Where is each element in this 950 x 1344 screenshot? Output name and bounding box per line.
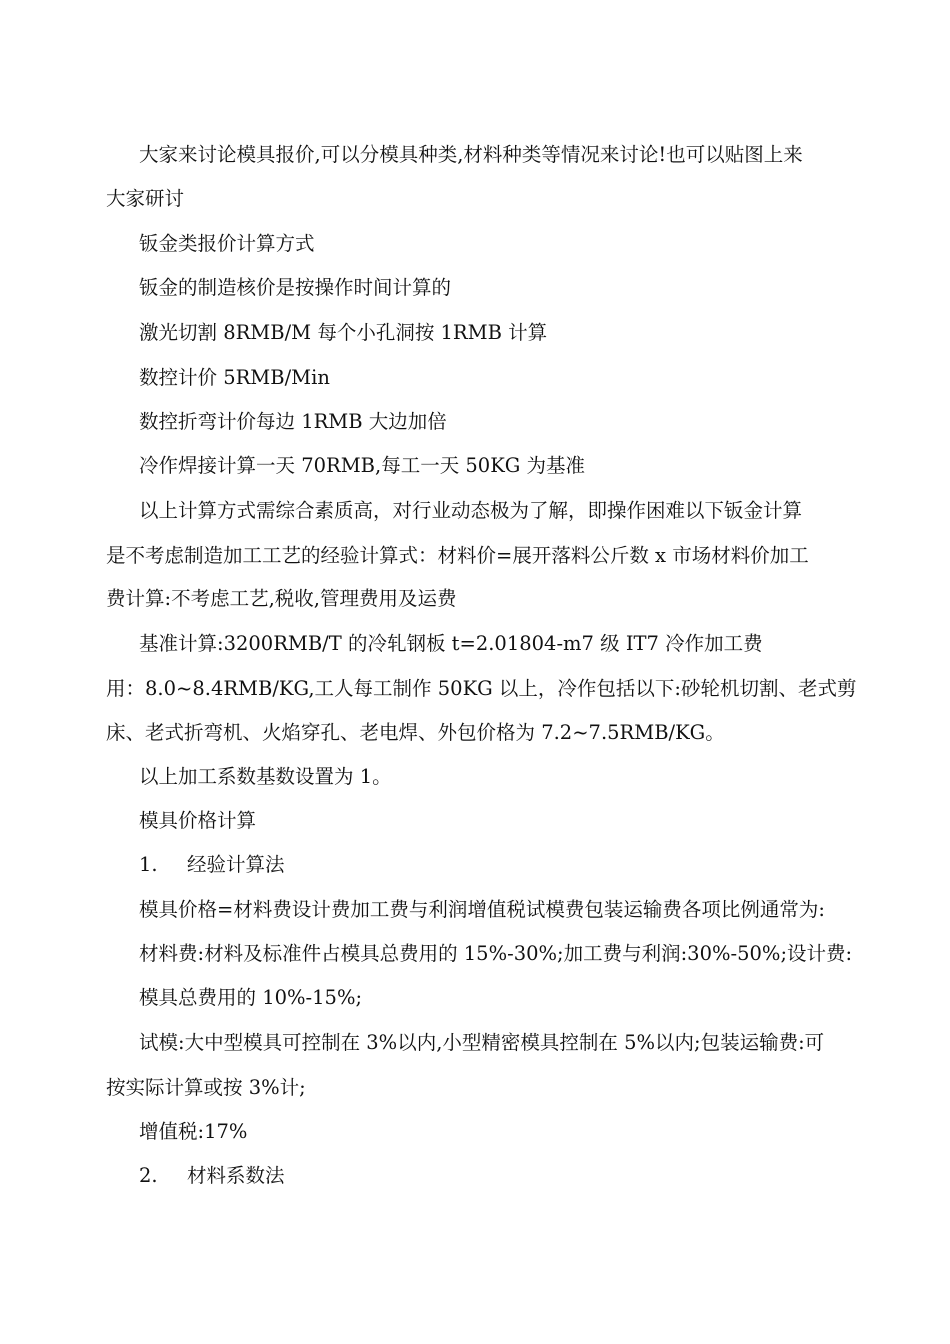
list-number: 2.	[139, 1164, 158, 1187]
paragraph-line: 试模:大中型模具可控制在 3%以内,小型精密模具控制在 5%以内;包装运输费:可	[139, 1031, 825, 1054]
section-heading: 模具价格计算	[139, 809, 257, 832]
paragraph-line: 增值税:17%	[139, 1120, 248, 1143]
paragraph-line: 以上计算方式需综合素质高，对行业动态极为了解，即操作困难以下钣金计算	[139, 499, 803, 522]
list-item-text: 经验计算法	[187, 853, 285, 876]
paragraph-line: 费计算:不考虑工艺,税收,管理费用及运费	[106, 587, 457, 610]
paragraph-line: 钣金的制造核价是按操作时间计算的	[139, 276, 452, 299]
paragraph-line: 冷作焊接计算一天 70RMB,每工一天 50KG 为基准	[139, 454, 586, 477]
paragraph-line: 模具价格=材料费设计费加工费与利润增值税试模费包装运输费各项比例通常为:	[139, 898, 825, 921]
paragraph-line: 大家研讨	[106, 187, 185, 210]
paragraph-line: 以上加工系数基数设置为 1。	[139, 765, 392, 788]
paragraph-line: 模具总费用的 10%-15%;	[139, 986, 363, 1009]
paragraph-line: 基准计算:3200RMB/T 的冷轧钢板 t=2.01804-m7 级 IT7 冷作加工费	[139, 632, 763, 655]
paragraph-line: 激光切割 8RMB/M 每个小孔洞按 1RMB 计算	[139, 321, 548, 344]
paragraph-line: 数控计价 5RMB/Min	[139, 366, 330, 389]
section-heading: 钣金类报价计算方式	[139, 232, 315, 255]
list-number: 1.	[139, 853, 158, 876]
paragraph-line: 用：8.0~8.4RMB/KG,工人每工制作 50KG 以上，冷作包括以下:砂轮机切割、老式剪	[106, 677, 857, 700]
paragraph-line: 按实际计算或按 3%计;	[106, 1076, 306, 1099]
paragraph-line: 是不考虑制造加工工艺的经验计算式：材料价=展开落料公斤数 x 市场材料价加工	[106, 544, 809, 567]
list-item-text: 材料系数法	[187, 1164, 285, 1187]
paragraph-line: 数控折弯计价每边 1RMB 大边加倍	[139, 410, 447, 433]
paragraph-line: 大家来讨论模具报价,可以分模具种类,材料种类等情况来讨论!也可以贴图上来	[139, 143, 803, 166]
numbered-item	[139, 853, 866, 877]
numbered-item	[139, 1164, 866, 1188]
paragraph-line: 材料费:材料及标准件占模具总费用的 15%-30%;加工费与利润:30%-50%;设计费:	[139, 942, 853, 965]
paragraph-line: 床、老式折弯机、火焰穿孔、老电焊、外包价格为 7.2~7.5RMB/KG。	[106, 721, 725, 744]
